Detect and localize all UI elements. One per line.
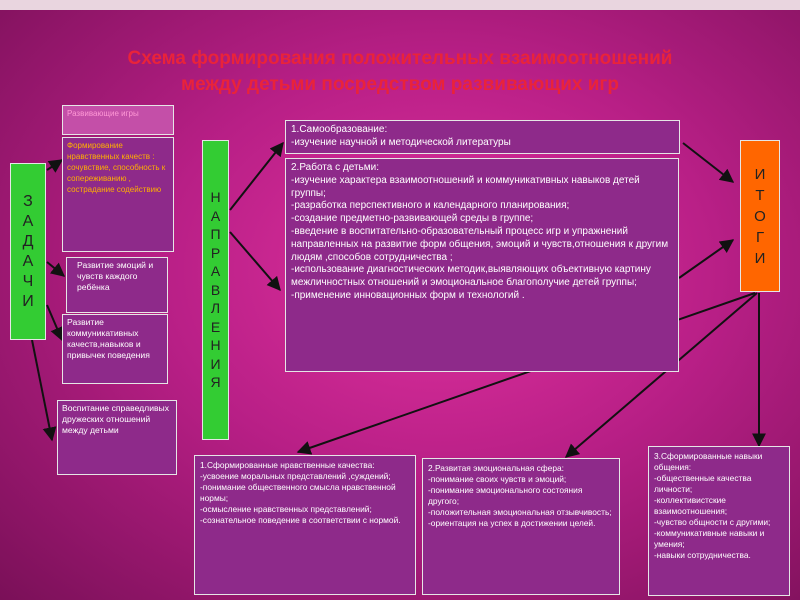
result-communication-line: -чувство общности с другими; [654, 517, 771, 527]
task-emotions [66, 257, 168, 313]
napravleniya-letter: Е [210, 318, 221, 335]
arrow-zadachi-to-emotions [47, 262, 64, 276]
napravleniya-letter: А [210, 207, 221, 224]
self-education-line: 1.Самообразование: [291, 124, 388, 135]
result-emotional-line: -понимание эмоционального состояния другого; [428, 485, 583, 506]
work-with-children-line: -введение в воспитательно-образовательный процесс игр и упражнений направленных на развитие форм общения, эмоций и чувств,отношения к другим людям ,способов сотрудничества ; [291, 225, 669, 263]
result-moral-qualities [194, 455, 416, 595]
arrow-napr-to-work [230, 232, 280, 290]
napravleniya-letter: П [210, 226, 221, 243]
itogi-letter: И [754, 249, 766, 267]
napravleniya-letter: А [210, 263, 221, 280]
result-communication-line: 3.Сформированные навыки общения: [654, 451, 763, 472]
zadachi-letter: А [22, 252, 34, 270]
itogi-letter: Г [755, 228, 765, 246]
task-moral-qualities [62, 137, 174, 252]
napravleniya-label [202, 140, 229, 440]
arrow-self-education-to-itogi [683, 143, 733, 182]
result-moral-line: -понимание общественного смысла нравственной нормы; [200, 482, 396, 503]
zadachi-letter: Д [22, 232, 34, 250]
work-with-children-line: -разработка перспективного и календарного планирования; [291, 200, 570, 212]
task-games [62, 105, 174, 135]
arrow-napr-to-self-education [230, 143, 283, 210]
work-with-children-line: -использование диагностических методик,выявляющих объективную картину межличностных отношений и эмоциональное благополучие детей группы; [291, 264, 651, 289]
result-communication-line: -коллективистские взаимоотношения; [654, 495, 728, 516]
result-communication-line: -общественные качества личности; [654, 473, 752, 494]
zadachi-letter: Ч [22, 272, 34, 290]
itogi-letter: Т [755, 186, 765, 204]
result-emotional-line: -ориентация на успех в достижении целей. [428, 518, 596, 528]
direction-work-with-children [285, 158, 679, 372]
work-with-children-line: -создание предметно-развивающей среды в группе; [291, 213, 534, 225]
napravleniya-letter: И [210, 355, 221, 372]
zadachi-letter: А [22, 212, 34, 230]
zadachi-label [10, 163, 46, 340]
direction-self-education [285, 120, 680, 154]
napravleniya-letter: Р [210, 244, 221, 261]
zadachi-letter: З [23, 192, 33, 210]
napravleniya-letter: Н [210, 189, 221, 206]
result-emotional-line: -положительная эмоциональная отзывчивость; [428, 507, 612, 517]
work-with-children-line: 2.Работа с детьми: [291, 162, 379, 173]
result-moral-line: -усвоение моральных представлений ,суждений; [200, 471, 391, 481]
title-line-1: Схема формирования положительных взаимоотношений [127, 48, 673, 69]
arrow-zadachi-to-communication [47, 305, 62, 340]
work-with-children-line: -применение инновационных форм и технологий . [291, 289, 525, 301]
napravleniya-letter: В [210, 281, 221, 298]
napravleniya-letter: Л [210, 300, 221, 317]
work-with-children-line: -изучение характера взаимоотношений и коммуникативных навыков детей группы; [291, 174, 640, 199]
task-games-text: Развивающие игры [67, 109, 139, 118]
task-friendship [57, 400, 177, 475]
result-moral-line: 1.Сформированные нравственные качества: [200, 460, 375, 470]
arrow-work-to-itogi [679, 240, 733, 278]
napravleniya-letter: Я [210, 374, 221, 391]
task-friendship-text: Воспитание справедливых дружеских отношений между детьми [62, 403, 170, 435]
result-communication-skills [648, 446, 790, 596]
result-communication-line: -навыки сотрудничества. [654, 550, 751, 560]
task-communication-text: Развитие коммуникативных качеств,навыков и привычек поведения [67, 317, 150, 360]
result-communication-line: -коммуникативные навыки и умения; [654, 528, 765, 549]
itogi-label [740, 140, 780, 292]
itogi-letter: И [754, 165, 766, 183]
itogi-letter: О [754, 207, 766, 225]
arrow-zadachi-to-moral [47, 160, 62, 170]
zadachi-letter: И [22, 292, 34, 310]
result-moral-line: -сознательное поведение в соответствии с нормой. [200, 515, 401, 525]
arrow-zadachi-to-friendship [32, 340, 52, 440]
title-line-2: между детьми посредством развивающих игр [181, 74, 619, 95]
result-emotional-line: -понимание своих чувств и эмоций; [428, 474, 567, 484]
result-emotional-line: 2.Развитая эмоциональная сфера: [428, 463, 564, 473]
napravleniya-letter: Н [210, 337, 221, 354]
self-education-line: -изучение научной и методической литературы [291, 136, 511, 148]
task-communication [62, 314, 168, 384]
result-emotional-sphere [422, 458, 620, 595]
result-moral-line: -осмысление нравственных представлений; [200, 504, 372, 514]
task-moral-text: Формирование нравственных качеств : сочувствие, способность к сопереживанию , сострадание содействию [67, 141, 166, 194]
task-emotions-text: Развитие эмоций и чувств каждого ребёнка [77, 260, 154, 292]
